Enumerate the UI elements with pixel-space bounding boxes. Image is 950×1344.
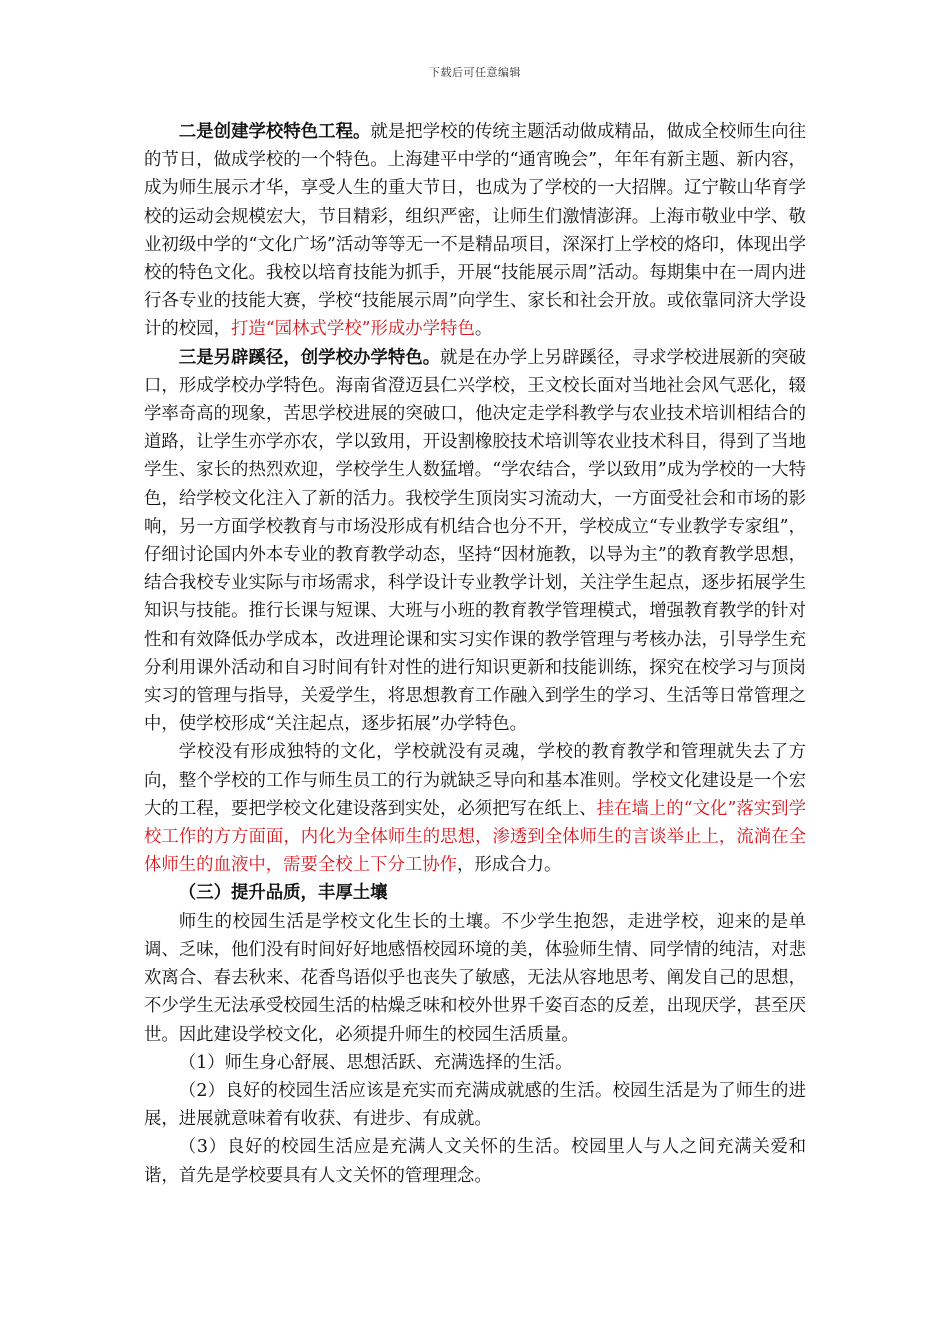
paragraph-text: 就是把学校的传统主题活动做成精品，做成全校师生向往的节日，做成学校的一个特色。上海建平中学的“通宵晚会”，年年有新主题、新内容，成为师生展示才华，享受人生的重大节日，也成为了学校的一大招牌。辽宁鞍山华育学校的运动会规模宏大，节目精彩，组织严密，让师生们激情澎湃。上海市敬业中学、敬业初级中学的“文化广场”活动等等无一不是精品项目，深深打上学校的烙印，体现出学校的特色文化。我校以培育技能为抓手，开展“技能展示周”活动。每期集中在一周内进行各专业的技能大赛，学校“技能展示周”向学生、家长和社会开放。或依靠同济大学设计的校园， bbox=[144, 122, 806, 340]
paragraph-new-path bbox=[144, 344, 806, 739]
paragraph-school-feature-project bbox=[144, 118, 806, 344]
list-item: （1）师生身心舒展、思想活跃、充满选择的生活。 bbox=[178, 1052, 573, 1073]
paragraph-tail: 。 bbox=[474, 319, 493, 340]
paragraph-lead: 三是另辟蹊径，创学校办学特色。 bbox=[178, 347, 441, 368]
paragraph-tail: ，形成合力。 bbox=[457, 855, 562, 876]
document-body bbox=[144, 118, 806, 1190]
page-header: 下载后可任意编辑 bbox=[429, 66, 521, 79]
list-item: （3）良好的校园生活应是充满人文关怀的生活。校园里人与人之间充满关爱和谐，首先是学校要具有人文关怀的管理理念。 bbox=[144, 1137, 806, 1186]
highlighted-text: 挂在墙上的“文化”落实到学校工作的方方面面，内化为全体师生的思想，渗透到全体师生的言谈举止上，流淌在全体师生的血液中，需要全校上下分工协作 bbox=[144, 798, 806, 876]
highlighted-text: 打造“园林式学校”形成办学特色 bbox=[230, 319, 475, 340]
paragraph-school-culture bbox=[144, 738, 806, 879]
section-heading: （三）提升品质，丰厚土壤 bbox=[178, 883, 388, 904]
paragraph-text: 就是在办学上另辟蹊径，寻求学校进展新的突破口，形成学校办学特色。海南省澄迈县仁兴学校，王文校长面对当地社会风气恶化，辍学率奇高的现象，苦思学校进展的突破口，他决定走学科教学与农业技术培训相结合的道路，让学生亦学亦农，学以致用，开设割橡胶技术培训等农业技术科目，得到了当地学生、家长的热烈欢迎，学校学生人数猛增。“学农结合，学以致用”成为学校的一大特色，给学校文化注入了新的活力。我校学生顶岗实习流动大，一方面受社会和市场的影响，另一方面学校教育与市场没形成有机结合也分不开，学校成立“专业教学专家组”，仔细讨论国内外本专业的教育教学动态，坚持“因材施教，以导为主”的教育教学思想，结合我校专业实际与市场需求，科学设计专业教学计划，关注学生起点，逐步拓展学生知识与技能。推行长课与短课、大班与小班的教育教学管理模式，增强教育教学的针对性和有效降低办学成本，改进理论课和实习实作课的教学管理与考核办法，引导学生充分利用课外活动和自习时间有针对性的进行知识更新和技能训练，探究在校学习与顶岗实习的管理与指导，关爱学生，将思想教育工作融入到学生的学习、生活等日常管理之中，使学校形成“关注起点，逐步拓展”办学特色。 bbox=[144, 347, 806, 735]
paragraph-lead: 二是创建学校特色工程。 bbox=[178, 122, 371, 142]
paragraph-campus-life: 师生的校园生活是学校文化生长的土壤。不少学生抱怨，走进学校，迎来的是单调、乏味，他们没有时间好好地感悟校园环境的美，体验师生情、同学情的纯洁，对悲欢离合、春去秋来、花香鸟语似乎也丧失了敏感，无法从容地思考、阐发自己的思想，不少学生无法承受校园生活的枯燥乏味和校外世界千姿百态的反差，出现厌学，甚至厌世。因此建设学校文化，必须提升师生的校园生活质量。 bbox=[144, 911, 806, 1045]
list-item: （2）良好的校园生活应该是充实而充满成就感的生活。校园生活是为了师生的进展，进展就意味着有收获、有进步、有成就。 bbox=[144, 1080, 806, 1130]
paragraph-text: 学校没有形成独特的文化，学校就没有灵魂，学校的教育教学和管理就失去了方向，整个学校的工作与师生员工的行为就缺乏导向和基本准则。学校文化建设是一个宏大的工程，要把学校文化建设落到实处，必须把写在纸上、 bbox=[144, 742, 806, 819]
